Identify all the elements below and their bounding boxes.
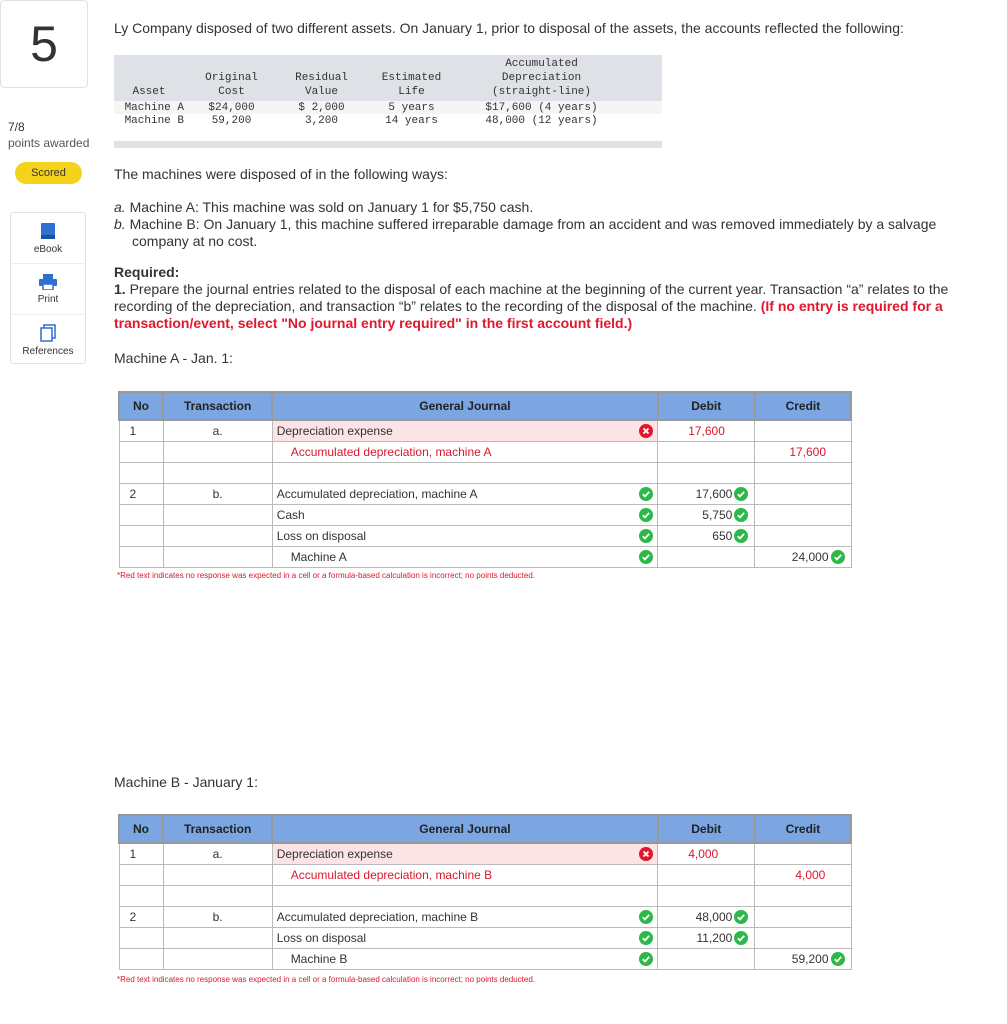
- correct-check-icon: [639, 910, 653, 924]
- machine-a-journal: [118, 391, 852, 568]
- debit-input[interactable]: 5,750: [658, 505, 755, 526]
- correct-check-icon: [639, 931, 653, 945]
- account-select[interactable]: Machine A: [272, 547, 658, 568]
- header-general-journal: General Journal: [272, 392, 658, 420]
- required-heading: Required:: [114, 264, 180, 280]
- table-row: Machine A $24,000 $ 2,000 5 years $17,600 (4 years): [114, 101, 662, 114]
- debit-input[interactable]: 4,000: [658, 843, 755, 865]
- incorrect-icon: [639, 424, 653, 438]
- col-asset: Asset: [132, 86, 166, 98]
- header-transaction: Transaction: [163, 392, 272, 420]
- debit-input[interactable]: [658, 442, 755, 463]
- table-row: [119, 505, 851, 526]
- credit-input[interactable]: [755, 843, 851, 865]
- print-button[interactable]: Print: [11, 264, 85, 315]
- disposal-a: a. Machine A: This machine was sold on January 1 for $5,750 cash.: [114, 199, 534, 215]
- account-select[interactable]: Loss on disposal: [272, 928, 658, 949]
- header-general-journal: General Journal: [272, 815, 658, 843]
- score-value: 7/8: [8, 120, 25, 134]
- credit-input[interactable]: 17,600: [755, 442, 851, 463]
- account-select[interactable]: Depreciation expense: [272, 420, 658, 442]
- debit-input[interactable]: 11,200: [658, 928, 755, 949]
- table-row: [119, 865, 851, 886]
- header-transaction: Transaction: [163, 815, 272, 843]
- table-row: 2 b. Accumulated depreciation, machine B 48,000: [119, 907, 851, 928]
- debit-input[interactable]: 48,000: [658, 907, 755, 928]
- required-text-line2: recording of the depreciation, and transaction “b” relates to the recording of the disposal of the machine. (If no entry is required for a: [114, 298, 943, 314]
- status-badge: Scored: [15, 162, 82, 184]
- account-select[interactable]: Accumulated depreciation, machine B: [272, 907, 658, 928]
- disposal-intro: The machines were disposed of in the following ways:: [114, 166, 448, 182]
- table-row: [119, 442, 851, 463]
- header-no: No: [119, 815, 163, 843]
- correct-check-icon: [734, 931, 748, 945]
- credit-input[interactable]: [755, 420, 851, 442]
- score-block: [8, 120, 89, 150]
- correct-check-icon: [639, 952, 653, 966]
- account-select[interactable]: Accumulated depreciation, machine A: [272, 442, 658, 463]
- account-select[interactable]: Loss on disposal: [272, 526, 658, 547]
- debit-input[interactable]: [658, 949, 755, 970]
- table-row: [119, 949, 851, 970]
- required-instruction: transaction/event, select "No journal entry required" in the first account field.): [114, 315, 633, 331]
- col-estimated-life: Estimated Life: [381, 72, 442, 98]
- correct-check-icon: [831, 550, 845, 564]
- correct-check-icon: [639, 487, 653, 501]
- header-no: No: [119, 392, 163, 420]
- debit-input[interactable]: 17,600: [658, 420, 755, 442]
- account-select[interactable]: Machine B: [272, 949, 658, 970]
- table-row: Machine B 59,200 3,200 14 years 48,000 (12 years): [114, 114, 662, 127]
- debit-input[interactable]: 650: [658, 526, 755, 547]
- score-label: points awarded: [8, 136, 90, 150]
- question-number: 5: [0, 0, 88, 88]
- red-text-note: *Red text indicates no response was expected in a cell or a formula-based calculation is incorrect; no points deducted.: [117, 571, 536, 580]
- machine-a-title: Machine A - Jan. 1:: [114, 350, 234, 366]
- credit-input[interactable]: 24,000: [755, 547, 851, 568]
- header-debit: Debit: [658, 815, 755, 843]
- correct-check-icon: [639, 529, 653, 543]
- account-select[interactable]: Cash: [272, 505, 658, 526]
- required-text-line1: 1. Prepare the journal entries related to the disposal of each machine at the beginning of the current year. Transaction “a” relates to the: [114, 281, 949, 297]
- col-residual-value: Residual Value: [295, 72, 348, 98]
- credit-input[interactable]: 59,200: [755, 949, 851, 970]
- account-select[interactable]: Depreciation expense: [272, 843, 658, 865]
- correct-check-icon: [734, 508, 748, 522]
- correct-check-icon: [639, 550, 653, 564]
- table-row: [119, 526, 851, 547]
- table-row: [119, 463, 851, 484]
- disposal-b-cont: company at no cost.: [132, 233, 258, 249]
- given-data-table: [114, 55, 662, 148]
- correct-check-icon: [831, 952, 845, 966]
- credit-input[interactable]: [755, 907, 851, 928]
- red-text-note: *Red text indicates no response was expected in a cell or a formula-based calculation is incorrect; no points deducted.: [117, 975, 536, 984]
- disposal-b: b. Machine B: On January 1, this machine suffered irreparable damage from an accident and was removed immediately by a salvage: [114, 216, 937, 232]
- table-row: [119, 928, 851, 949]
- correct-check-icon: [639, 508, 653, 522]
- debit-input[interactable]: [658, 547, 755, 568]
- table-row: 2 b. Accumulated depreciation, machine A 17,600: [119, 484, 851, 505]
- col-original-cost: Original Cost: [205, 72, 258, 98]
- header-credit: Credit: [755, 815, 851, 843]
- table-row: [119, 886, 851, 907]
- printer-icon: [39, 274, 57, 290]
- ebook-button[interactable]: eBook: [11, 213, 85, 264]
- given-table-header: [114, 55, 662, 101]
- credit-input[interactable]: [755, 928, 851, 949]
- credit-input[interactable]: [755, 505, 851, 526]
- correct-check-icon: [734, 487, 748, 501]
- question-intro: Ly Company disposed of two different assets. On January 1, prior to disposal of the assets, the accounts reflected the following:: [114, 20, 904, 36]
- debit-input[interactable]: [658, 865, 755, 886]
- credit-input[interactable]: 4,000: [755, 865, 851, 886]
- correct-check-icon: [734, 910, 748, 924]
- tools-panel: [10, 212, 86, 364]
- account-select[interactable]: Accumulated depreciation, machine A: [272, 484, 658, 505]
- references-button[interactable]: References: [11, 315, 85, 365]
- header-credit: Credit: [755, 392, 851, 420]
- table-row: 1 a. Depreciation expense 4,000: [119, 843, 851, 865]
- credit-input[interactable]: [755, 526, 851, 547]
- header-debit: Debit: [658, 392, 755, 420]
- credit-input[interactable]: [755, 484, 851, 505]
- book-icon: [40, 222, 56, 240]
- machine-b-journal: [118, 814, 852, 970]
- incorrect-icon: [639, 847, 653, 861]
- table-row: [119, 547, 851, 568]
- table-row: 1 a. Depreciation expense 17,600: [119, 420, 851, 442]
- correct-check-icon: [734, 529, 748, 543]
- documents-icon: [40, 324, 56, 342]
- machine-b-title: Machine B - January 1:: [114, 774, 258, 790]
- debit-input[interactable]: 17,600: [658, 484, 755, 505]
- col-accumulated-depreciation: Accumulated Depreciation (straight-line): [491, 58, 592, 98]
- account-select[interactable]: Accumulated depreciation, machine B: [272, 865, 658, 886]
